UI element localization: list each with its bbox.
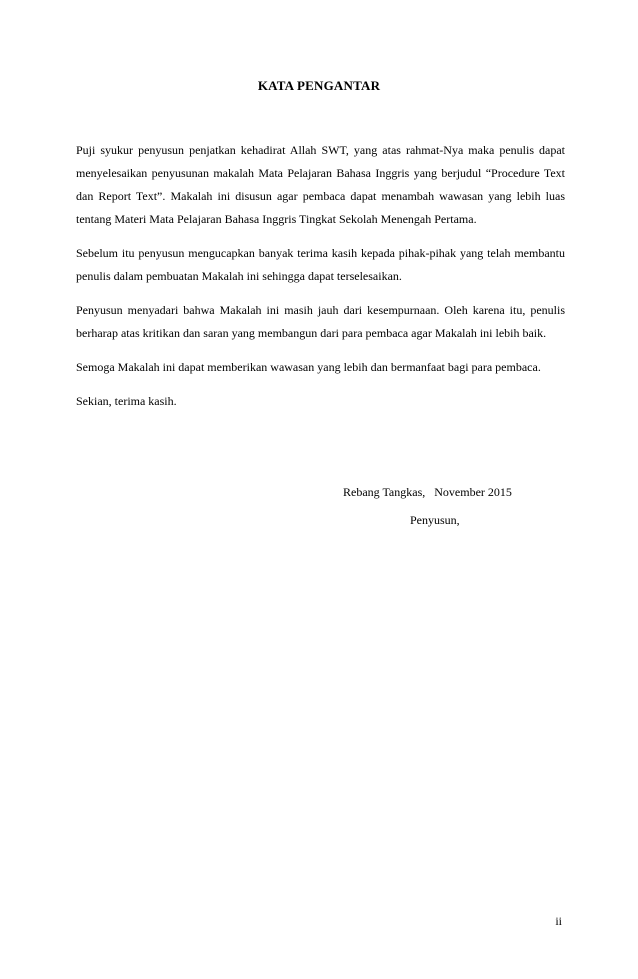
paragraph-opening: Puji syukur penyusun penjatkan kehadirat Allah SWT, yang atas rahmat-Nya maka penulis dapat menyelesaikan penyusunan makalah Mata Pelajaran Bahasa Inggris yang berjudul “Procedure Text dan Report Text”. Makalah ini disusun agar pembaca dapat menambah wawasan yang lebih luas tentang Materi Mata Pelajaran Bahasa Inggris Tingkat Sekolah Menengah Pertama. bbox=[76, 143, 565, 226]
page-number: ii bbox=[555, 914, 562, 928]
paragraph-thanks: Sebelum itu penyusun mengucapkan banyak terima kasih kepada pihak-pihak yang telah membantu penulis dalam pembuatan Makalah ini sehingga dapat terselesaikan. bbox=[76, 246, 565, 283]
paragraph-closing: Sekian, terima kasih. bbox=[76, 394, 177, 408]
document-body bbox=[76, 139, 565, 424]
page-title: KATA PENGANTAR bbox=[257, 78, 381, 93]
signature-author: Penyusun, bbox=[410, 513, 460, 527]
signature-place-date: Rebang Tangkas, November 2015 bbox=[343, 485, 512, 499]
paragraph-acknowledgement: Penyusun menyadari bahwa Makalah ini masih jauh dari kesempurnaan. Oleh karena itu, penulis berharap atas kritikan dan saran yang membangun dari para pembaca agar Makalah ini lebih baik. bbox=[76, 303, 565, 340]
paragraph-hope: Semoga Makalah ini dapat memberikan wawasan yang lebih dan bermanfaat bagi para pembaca. bbox=[76, 360, 541, 374]
